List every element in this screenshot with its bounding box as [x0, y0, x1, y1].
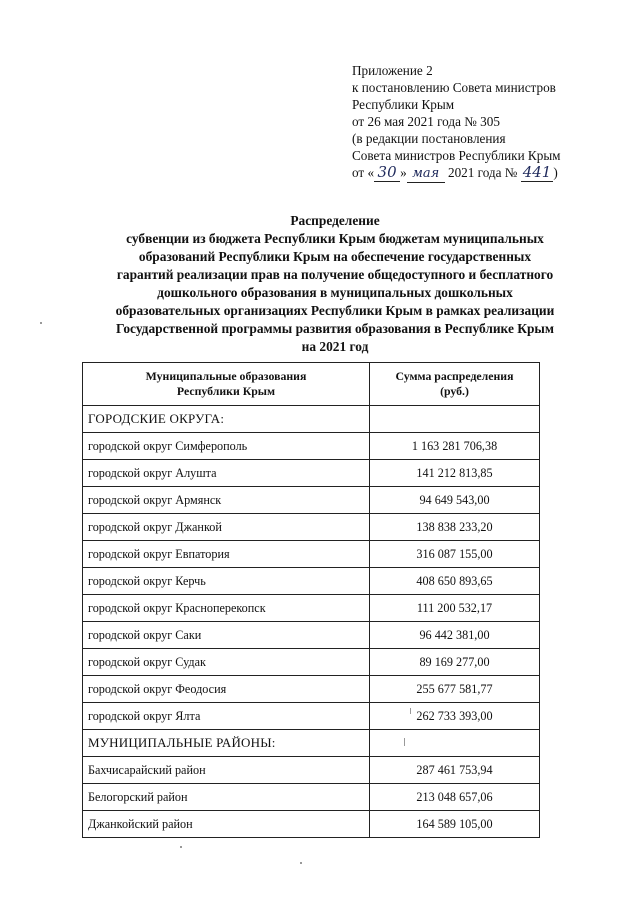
- appendix-line: Республики Крым: [352, 97, 455, 112]
- date-mid: »: [400, 165, 407, 180]
- date-prefix: от «: [352, 165, 375, 180]
- cell-municipality: городской округ Евпатория: [83, 541, 370, 568]
- cell-municipality: городской округ Алушта: [83, 460, 370, 487]
- table-header-row: [83, 363, 540, 406]
- cell-municipality: городской округ Феодосия: [83, 676, 370, 703]
- cell-amount: 316 087 155,00: [370, 541, 540, 568]
- table-row: [83, 514, 540, 541]
- cell-amount: 255 677 581,77: [370, 676, 540, 703]
- table-row: [83, 433, 540, 460]
- appendix-line: от 26 мая 2021 года № 305: [352, 114, 500, 129]
- table-row: [83, 757, 540, 784]
- cell-amount: 287 461 753,94: [370, 757, 540, 784]
- cell-amount: [370, 730, 540, 757]
- table-row: [83, 676, 540, 703]
- table-section-row: [83, 406, 540, 433]
- distribution-table: [82, 362, 540, 838]
- table-row: [83, 568, 540, 595]
- cell-amount: 408 650 893,65: [370, 568, 540, 595]
- cell-municipality: городской округ Джанкой: [83, 514, 370, 541]
- cell-amount: 94 649 543,00: [370, 487, 540, 514]
- column-header-amount: Сумма распределения (руб.): [370, 363, 540, 406]
- scan-speck: [40, 322, 42, 324]
- title-line: образований Республики Крым на обеспечение государственных: [138, 249, 532, 264]
- date-year: 2021 года №: [447, 165, 518, 180]
- cell-amount: 262 733 393,00: [370, 703, 540, 730]
- table-row: [83, 622, 540, 649]
- appendix-line: к постановлению Совета министров: [352, 80, 556, 95]
- cell-municipality: городской округ Судак: [83, 649, 370, 676]
- cell-amount: 1 163 281 706,38: [370, 433, 540, 460]
- table-section-row: [83, 730, 540, 757]
- cell-municipality: городской округ Красноперекопск: [83, 595, 370, 622]
- title-line: субвенции из бюджета Республики Крым бюджетам муниципальных: [126, 231, 544, 246]
- cell-municipality: Джанкойский район: [83, 811, 370, 838]
- table-row: [83, 595, 540, 622]
- cell-amount: 89 169 277,00: [370, 649, 540, 676]
- cell-amount: 141 212 813,85: [370, 460, 540, 487]
- column-header-municipality: Муниципальные образования Республики Крым: [83, 363, 370, 406]
- title-line: образовательных организациях Республики Крым в рамках реализации: [115, 303, 555, 318]
- cell-amount: 138 838 233,20: [370, 514, 540, 541]
- appendix-line: Совета министров Республики Крым: [352, 148, 561, 163]
- amendment-date-line: [352, 164, 622, 183]
- cell-municipality: Белогорский район: [83, 784, 370, 811]
- scan-speck: [410, 708, 411, 714]
- table-row: [83, 487, 540, 514]
- cell-municipality: городской округ Ялта: [83, 703, 370, 730]
- scan-speck: [180, 846, 182, 848]
- table-row: [83, 649, 540, 676]
- appendix-block: [352, 62, 622, 183]
- handwritten-day: 30: [374, 164, 400, 182]
- table-row: [83, 541, 540, 568]
- cell-municipality: городской округ Керчь: [83, 568, 370, 595]
- cell-municipality: Бахчисарайский район: [83, 757, 370, 784]
- date-suffix: ): [553, 165, 558, 180]
- cell-amount: [370, 406, 540, 433]
- title-line: гарантий реализации прав на получение общедоступного и бесплатного: [116, 267, 554, 282]
- cell-municipality: городской округ Симферополь: [83, 433, 370, 460]
- table-row: [83, 460, 540, 487]
- scan-speck: [300, 862, 302, 864]
- handwritten-number: 441: [522, 163, 552, 181]
- handwritten-month: мая: [407, 165, 445, 183]
- title-line: на 2021 год: [301, 339, 369, 354]
- cell-amount: 164 589 105,00: [370, 811, 540, 838]
- cell-municipality: ГОРОДСКИЕ ОКРУГА:: [83, 406, 370, 433]
- cell-amount: 213 048 657,06: [370, 784, 540, 811]
- cell-amount: 96 442 381,00: [370, 622, 540, 649]
- table-row: [83, 811, 540, 838]
- scan-speck: [404, 738, 405, 746]
- title-line: дошкольного образования в муниципальных дошкольных: [157, 285, 513, 300]
- table-row: [83, 784, 540, 811]
- table-row: [83, 703, 540, 730]
- title-line: Распределение: [290, 213, 380, 228]
- cell-amount: 111 200 532,17: [370, 595, 540, 622]
- cell-municipality: городской округ Саки: [83, 622, 370, 649]
- appendix-line: (в редакции постановления: [352, 131, 506, 146]
- cell-municipality: городской округ Армянск: [83, 487, 370, 514]
- cell-municipality: МУНИЦИПАЛЬНЫЕ РАЙОНЫ:: [83, 730, 370, 757]
- appendix-line: Приложение 2: [352, 63, 433, 78]
- document-title: [70, 212, 600, 356]
- title-line: Государственной программы развития образования в Республике Крым: [116, 321, 554, 336]
